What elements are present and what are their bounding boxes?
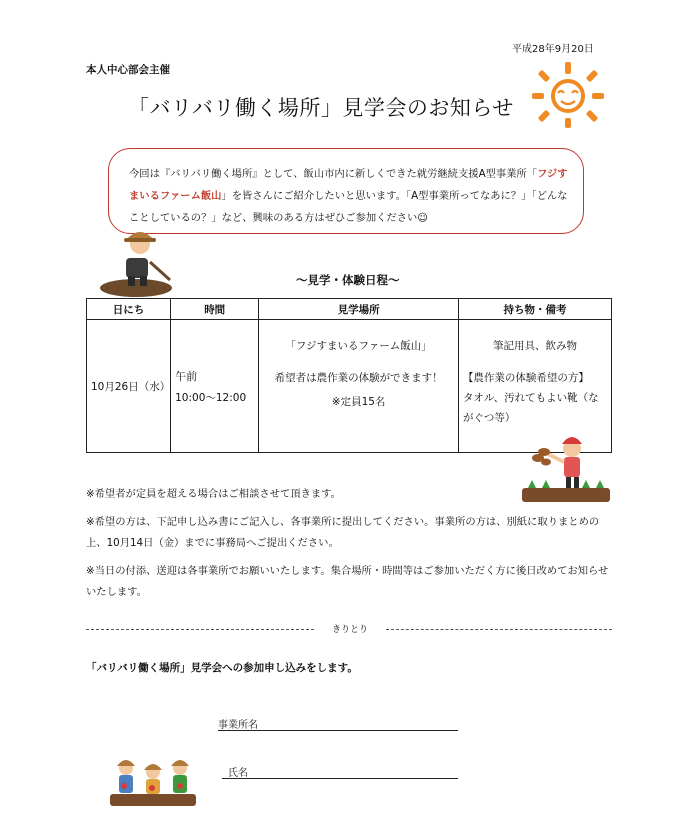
farm-note-body: タオル、汚れてもよい靴（ながぐつ等） — [462, 392, 599, 424]
person-name-label: 氏名 — [228, 768, 248, 779]
farmers-group-illustration — [108, 752, 198, 808]
office-name-field[interactable] — [218, 730, 458, 731]
cut-dash-left — [86, 629, 314, 630]
cell-place — [259, 320, 459, 453]
note-item: ※希望の方は、下記申し込み書にご記入し、各事業所に提出してください。事業所の方は、別紙に取りまとめの上、10月14日（金）までに事務局へご提出ください。 — [86, 516, 600, 549]
cell-date — [87, 320, 171, 453]
person-name-field[interactable] — [222, 778, 458, 779]
schedule-header-row — [87, 299, 612, 320]
items-to-bring: 筆記用具、飲み物 — [492, 340, 577, 352]
col-time-header: 時間 — [171, 299, 259, 320]
col-items-header: 持ち物・備考 — [458, 299, 611, 320]
capacity-note: ※定員15名 — [331, 396, 386, 408]
farmer-hoeing-illustration — [98, 218, 180, 300]
visit-place: 「フジすまいるファーム飯山」 — [285, 340, 432, 352]
schedule-heading: ～見学・体験日程～ — [296, 273, 400, 287]
note-item: ※当日の付添、送迎は各事業所でお願いいたします。集合場所・時間等はご参加いただく方に後日改めてお知らせいたします。 — [86, 565, 609, 598]
farm-experience-note: 希望者は農作業の体験ができます！ — [274, 372, 443, 384]
visit-date: 10月26日（水） — [91, 380, 171, 393]
time-range: 10:00～12:00 — [175, 391, 247, 404]
office-name-label: 事業所名 — [218, 720, 258, 731]
cut-label: きりとり — [331, 625, 368, 635]
organizer-label: 本人中心部会主催 — [86, 64, 170, 76]
farm-note-title: 【農作業の体験希望の方】 — [462, 372, 589, 384]
intro-text-2: 」を皆さんにご紹介したいと思います。「A型事業所ってなあに？」「どんなことしているの？」など、興味のある方はぜひご参加ください☺ — [129, 190, 568, 224]
col-place-header: 見学場所 — [259, 299, 459, 320]
cut-line — [86, 622, 612, 636]
cell-time — [171, 320, 259, 453]
time-period: 午前 — [175, 369, 198, 383]
note-item: ※希望者が定員を超える場合はご相談させて頂きます。 — [86, 488, 341, 500]
cut-dash-right — [386, 629, 612, 630]
col-date-header: 日にち — [87, 299, 171, 320]
issue-date: 平成28年9月20日 — [512, 44, 594, 55]
page-title: 「バリバリ働く場所」見学会のお知らせ — [128, 96, 514, 120]
sun-illustration — [528, 58, 608, 130]
application-statement: 「バリバリ働く場所」見学会への参加申し込みをします。 — [86, 662, 358, 674]
intro-text-1: 今回は『バリバリ働く場所』として、飯山市内に新しくできた就労継続支援A型事業所「 — [129, 168, 538, 180]
facility-name-highlight: フジすまいるファーム飯山 — [129, 168, 568, 202]
notes-section — [86, 484, 616, 610]
